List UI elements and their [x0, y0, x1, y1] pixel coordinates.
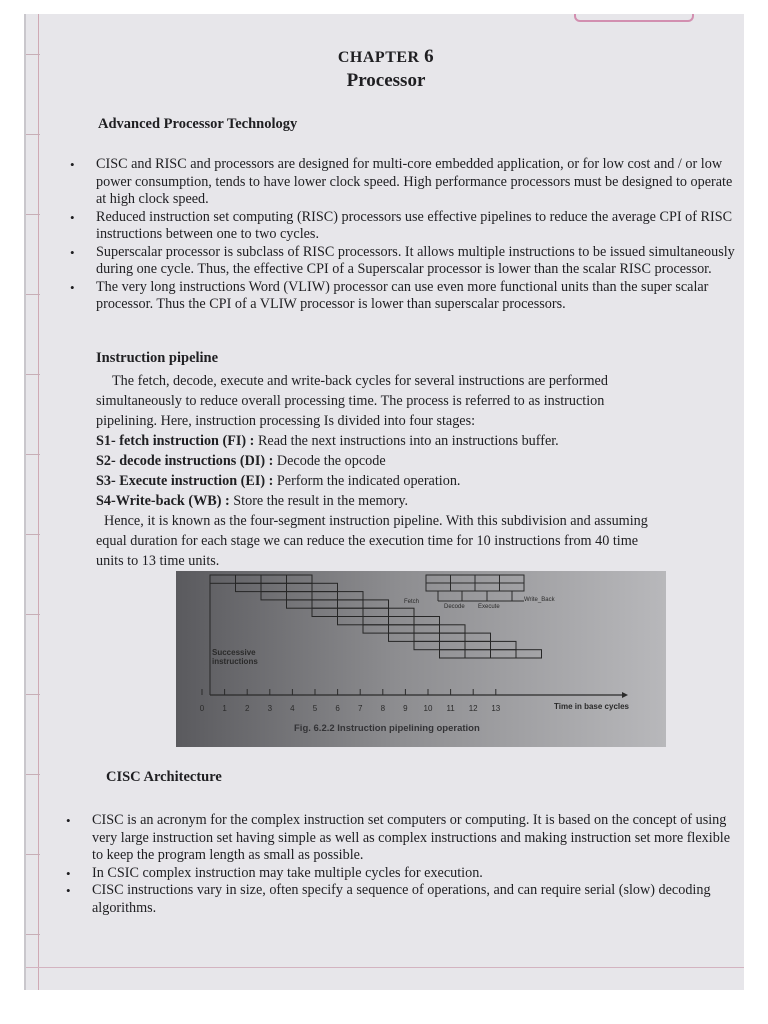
- stage-line: [96, 491, 744, 511]
- legend-execute: Execute: [478, 604, 500, 610]
- stage-text: Read the next instructions into an instructions buffer.: [257, 433, 559, 449]
- margin-tick: [26, 774, 40, 775]
- bottom-rule: [26, 967, 744, 968]
- tick-label: 2: [244, 704, 250, 713]
- margin-tick: [26, 934, 40, 935]
- list-item-text: The very long instructions Word (VLIW) processor can use even more functional units than the super scalar processor. Thus the CPI of a VLIW processor is lower than superscalar processors.: [96, 278, 709, 312]
- bullet-icon: •: [70, 279, 75, 295]
- list-item: [70, 209, 740, 244]
- section-heading-pipeline: Instruction pipeline: [96, 350, 219, 366]
- section-heading-cisc: CISC Architecture: [106, 769, 222, 785]
- list-item: [66, 865, 738, 883]
- list-item-text: Superscalar processor is subclass of RISC processors. It allows multiple instructions to be issued simultaneously during one cycle. Thus, the effective CPI of a Superscalar processor is lower than the scalar RISC processor.: [96, 243, 735, 277]
- text-line: units to 13 time units.: [96, 553, 220, 569]
- bullet-icon: •: [66, 813, 71, 828]
- advanced-bullet-list: [70, 156, 740, 314]
- pipeline-intro: [96, 371, 744, 571]
- tick-label: 7: [357, 704, 363, 713]
- tick-label: 6: [335, 704, 340, 713]
- legend-decode: Decode: [444, 604, 465, 610]
- bullet-icon: •: [66, 865, 71, 881]
- margin-tick: [26, 694, 40, 695]
- tick-label: 11: [446, 704, 455, 713]
- stage-label: S4-Write-back (WB) :: [96, 493, 230, 509]
- margin-tick: [26, 614, 40, 615]
- list-item: [70, 156, 740, 209]
- side-label-line1: Successive: [212, 648, 256, 657]
- stage-text: Decode the opcode: [276, 453, 386, 469]
- cisc-bullet-list: [66, 812, 738, 917]
- margin-rule: [38, 14, 39, 990]
- tick-label: 3: [267, 704, 273, 713]
- list-item-text: CISC is an acronym for the complex instruction set computers or computing. It is based on the concept of using very large instruction set having simple as well as complex instructions and making instruction set more flexible to keep the program length as small as possible.: [92, 812, 731, 863]
- bullet-icon: •: [70, 244, 75, 260]
- chapter-heading: [26, 46, 744, 68]
- tick-label: 4: [290, 704, 295, 713]
- list-item: [66, 812, 738, 865]
- side-label-line2: instructions: [212, 657, 258, 666]
- stage-label: S3- Execute instruction (EI) :: [96, 473, 274, 489]
- margin-tick: [26, 454, 40, 455]
- margin-tick: [26, 294, 40, 295]
- text-line: simultaneously to reduce overall processing time. The process is referred to as instruction: [96, 393, 605, 409]
- textbook-page: [24, 14, 744, 990]
- tick-label: 10: [423, 704, 433, 713]
- figure-caption: Fig. 6.2.2 Instruction pipelining operation: [294, 723, 480, 734]
- chapter-word: CHAPTER: [337, 49, 420, 66]
- tick-label: 9: [403, 704, 408, 713]
- margin-tick: [26, 134, 40, 135]
- list-item-text: CISC and RISC and processors are designed for multi-core embedded application, or for low cost and / or low power consumption, tends to have lower clock speed. High performance processors must be designed to operate at high clock speed.: [96, 156, 733, 207]
- margin-tick: [26, 854, 40, 855]
- stage-label: S2- decode instructions (DI) :: [96, 453, 274, 469]
- stage-text: Store the result in the memory.: [233, 493, 409, 509]
- list-item-text: CISC instructions vary in size, often specify a sequence of operations, and can require serial (slow) decoding algorithms.: [92, 882, 711, 916]
- stage-label: S1- fetch instruction (FI) :: [96, 433, 255, 449]
- list-item: [70, 244, 740, 279]
- margin-tick: [26, 534, 40, 535]
- list-item: [66, 882, 738, 917]
- tick-label: 5: [312, 704, 318, 713]
- bullet-icon: •: [66, 883, 71, 898]
- list-item-text: In CSIC complex instruction may take multiple cycles for execution.: [92, 864, 483, 881]
- legend-fetch: Fetch: [404, 599, 420, 605]
- chapter-number: 6: [424, 46, 435, 67]
- text-line: The fetch, decode, execute and write-back cycles for several instructions are performed: [112, 373, 608, 389]
- stage-line: [96, 471, 744, 491]
- margin-tick: [26, 374, 40, 375]
- tick-label: 13: [491, 704, 501, 713]
- bleed-mark: [574, 14, 694, 22]
- margin-tick: [26, 214, 40, 215]
- bullet-icon: •: [70, 157, 75, 172]
- stage-text: Perform the indicated operation.: [276, 473, 461, 489]
- stage-line: [96, 431, 744, 451]
- list-item-text: Reduced instruction set computing (RISC) processors use effective pipelines to reduce the average CPI of RISC instructions between one to two cycles.: [96, 208, 733, 242]
- text-line: Hence, it is known as the four-segment instruction pipeline. With this subdivision and assuming: [104, 513, 648, 529]
- page-title: Processor: [346, 70, 426, 91]
- section-heading-advanced: Advanced Processor Technology: [98, 116, 298, 132]
- tick-label: 8: [380, 704, 386, 713]
- text-line: equal duration for each stage we can reduce the execution time for 10 instructions from 40 time: [96, 533, 639, 549]
- pipeline-figure: [176, 571, 666, 747]
- legend-write-back: Write_Back: [524, 597, 555, 603]
- list-item: [70, 279, 740, 314]
- text-line: pipelining. Here, instruction processing Is divided into four stages:: [96, 413, 476, 429]
- axis-label: Time in base cycles: [554, 702, 630, 711]
- stage-line: [96, 451, 744, 471]
- tick-label: 12: [468, 704, 478, 713]
- tick-label: 1: [222, 704, 227, 713]
- bullet-icon: •: [70, 209, 75, 225]
- tick-label: 0: [199, 704, 205, 713]
